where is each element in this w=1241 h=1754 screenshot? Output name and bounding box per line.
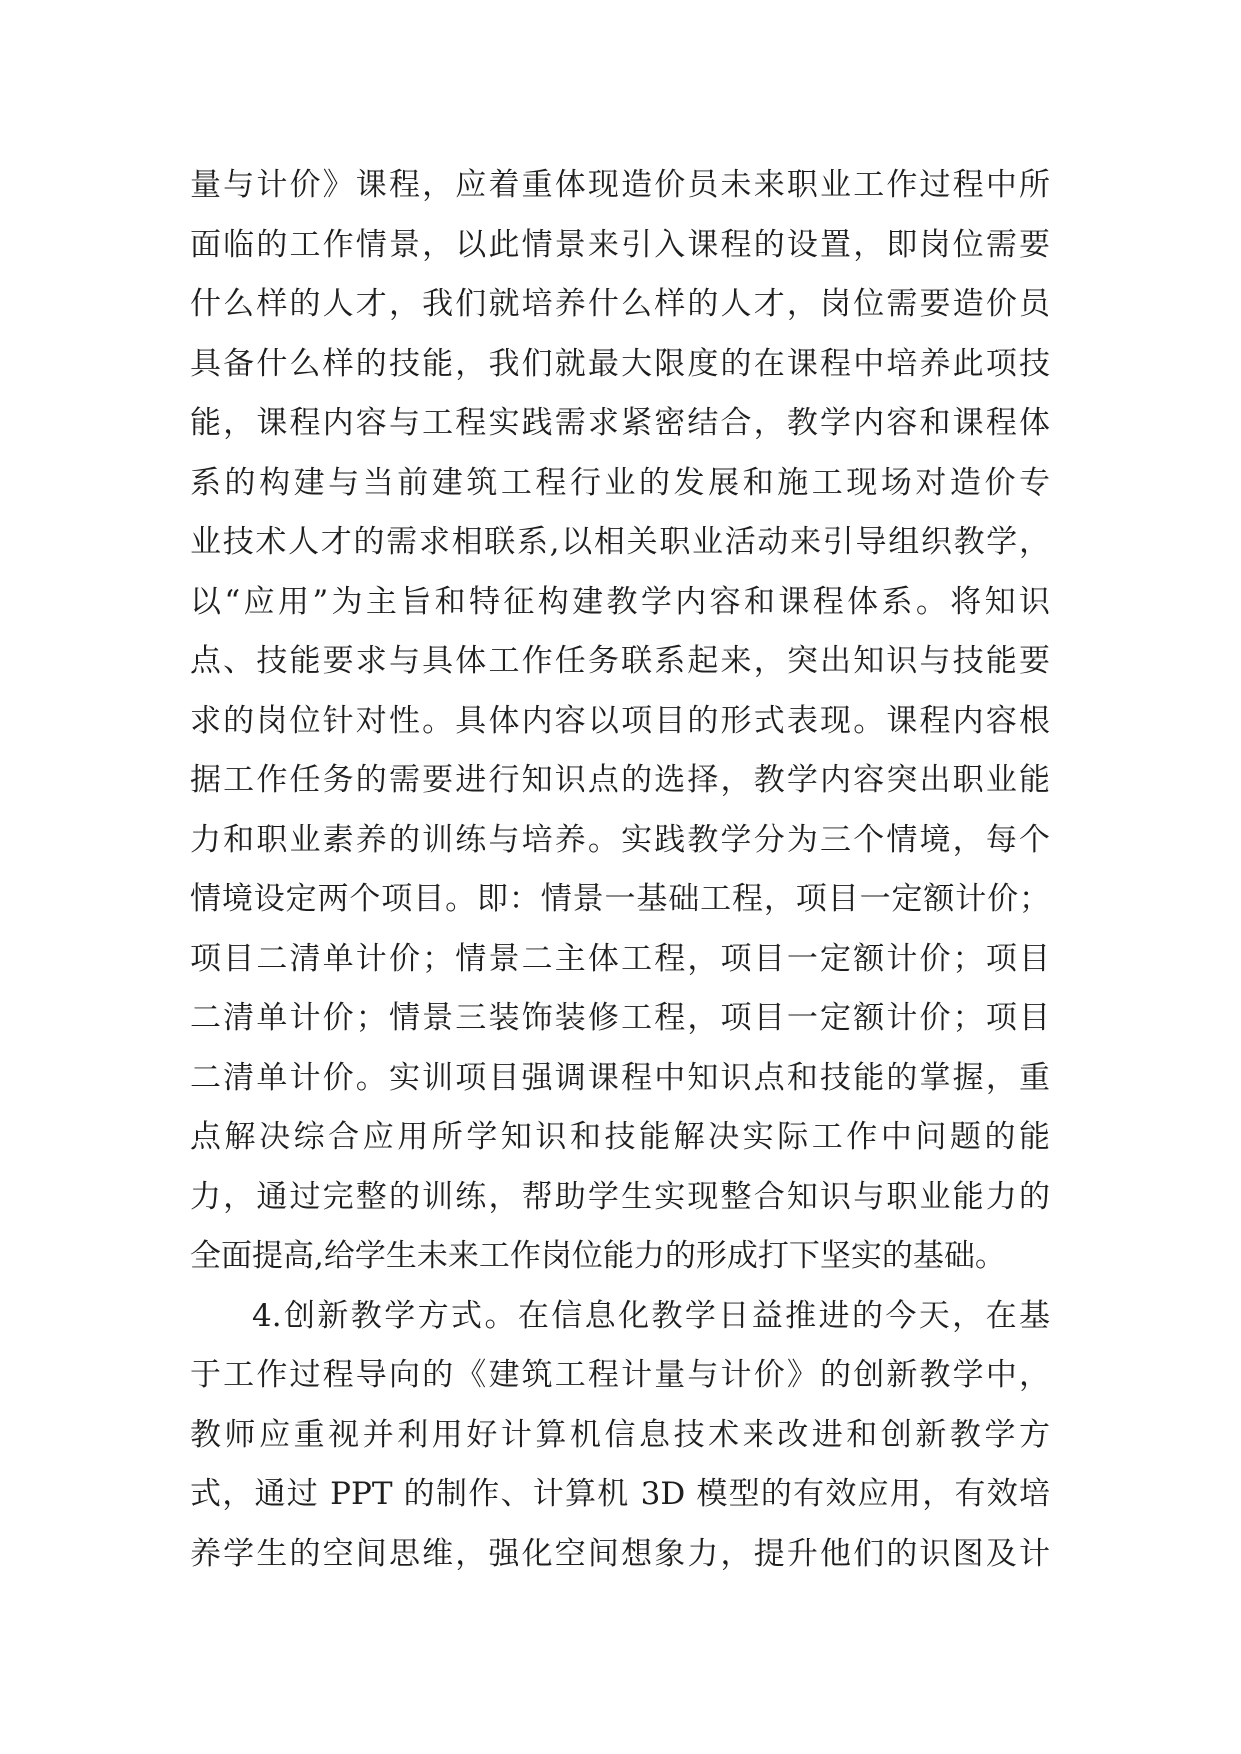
text-line: 二清单计价；情景三装饰装修工程，项目一定额计价；项目 <box>190 1000 1050 1036</box>
text-line: 点解决综合应用所学知识和技能解决实际工作中问题的能 <box>190 1119 1050 1155</box>
text-line: 力和职业素养的训练与培养。实践教学分为三个情境，每个 <box>190 821 1050 858</box>
text-line: 4.创新教学方式。在信息化教学日益推进的今天，在基 <box>252 1297 1050 1334</box>
paragraph-innovative-teaching <box>190 1287 1050 1585</box>
text-line: 据工作任务的需要进行知识点的选择，教学内容突出职业能 <box>190 762 1050 798</box>
text-line: 求的岗位针对性。具体内容以项目的形式表现。课程内容根 <box>190 702 1050 739</box>
text-line: 于工作过程导向的《建筑工程计量与计价》的创新教学中， <box>190 1357 1050 1393</box>
text-line: 式，通过 PPT 的制作、计算机 3D 模型的有效应用，有效培 <box>190 1476 1050 1512</box>
text-line: 二清单计价。实训项目强调课程中知识点和技能的掌握，重 <box>190 1059 1050 1096</box>
text-line: 教师应重视并利用好计算机信息技术来改进和创新教学方 <box>190 1416 1050 1453</box>
text-line: 系的构建与当前建筑工程行业的发展和施工现场对造价专 <box>190 464 1050 501</box>
text-line: 点、技能要求与具体工作任务联系起来，突出知识与技能要 <box>190 643 1050 679</box>
text-line: 面临的工作情景，以此情景来引入课程的设置，即岗位需要 <box>190 226 1050 263</box>
text-line: 量与计价》课程，应着重体现造价员未来职业工作过程中所 <box>190 167 1050 203</box>
text-line: 什么样的人才，我们就培养什么样的人才，岗位需要造价员 <box>190 286 1050 322</box>
text-line: 情境设定两个项目。即：情景一基础工程，项目一定额计价； <box>190 881 1050 917</box>
document-body <box>190 156 1050 1584</box>
text-line: 项目二清单计价；情景二主体工程，项目一定额计价；项目 <box>190 940 1050 977</box>
text-line: 养学生的空间思维，强化空间想象力，提升他们的识图及计 <box>190 1535 1050 1572</box>
text-line: 具备什么样的技能，我们就最大限度的在课程中培养此项技 <box>190 345 1050 382</box>
text-line: 力，通过完整的训练，帮助学生实现整合知识与职业能力的 <box>190 1178 1050 1215</box>
text-line: 业技术人才的需求相联系,以相关职业活动来引导组织教学， <box>190 524 1050 560</box>
text-line: 以“应用”为主旨和特征构建教学内容和课程体系。将知识 <box>190 583 1050 620</box>
paragraph-course-content <box>190 156 1050 1287</box>
text-line: 全面提高,给学生未来工作岗位能力的形成打下坚实的基础。 <box>190 1238 1006 1274</box>
text-line: 能，课程内容与工程实践需求紧密结合，教学内容和课程体 <box>190 405 1050 441</box>
